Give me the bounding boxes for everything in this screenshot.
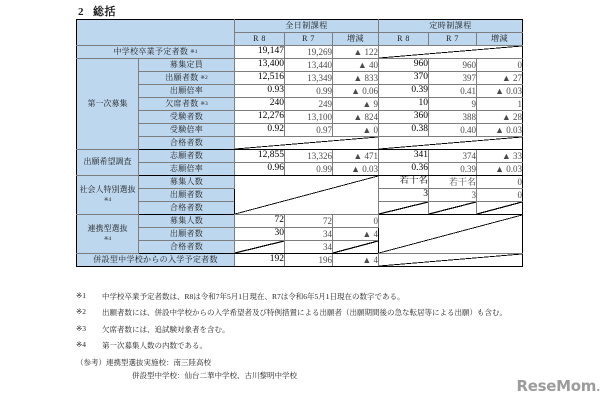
cell-fulltime-change-not-applicable (333, 241, 379, 254)
cell-fulltime-r7: 196 (285, 254, 333, 267)
cell-parttime-r7: 0.39 (429, 163, 477, 176)
footnote-item (76, 341, 546, 352)
cell-fulltime-r8: 12,855 (235, 150, 285, 163)
row-label-recruit-count: 募集人数 (139, 176, 235, 189)
table-row (77, 85, 523, 98)
cell-parttime-change: ▲ 28 (477, 111, 523, 124)
cell-parttime-r8: 0.36 (379, 163, 429, 176)
row-group-application-survey: 出願希望調査 (77, 150, 139, 176)
table-row (77, 163, 523, 176)
row-label-attached-junior-high: 併設型中学校からの入学予定者数 (77, 254, 235, 267)
cell-fulltime-r7: 0.99 (285, 85, 333, 98)
cell-fulltime-r7: 19,269 (285, 46, 333, 59)
cell-fulltime-r8-not-applicable (235, 241, 285, 254)
footnotes-block (76, 292, 546, 379)
row-label-application-ratio: 出願倍率 (139, 85, 235, 98)
cell-fulltime-r7: 249 (285, 98, 333, 111)
table-row (77, 72, 523, 85)
footnote-text: 第一次募集人数の内数である。 (102, 341, 207, 351)
cell-parttime-not-applicable (379, 215, 523, 254)
table-row (77, 46, 523, 59)
cell-parttime-change: ▲ 0.03 (477, 124, 523, 137)
footnote-item (76, 308, 546, 319)
table-body (77, 46, 523, 267)
cell-fulltime-not-applicable (235, 137, 379, 150)
cell-fulltime-change: 0 (333, 215, 379, 228)
table-row (77, 254, 523, 267)
cell-parttime-r7-not-applicable (429, 202, 477, 215)
footnote-text: 欠席者数には、追試験対象者を含む。 (102, 324, 230, 334)
cell-parttime-change-not-applicable (477, 202, 523, 215)
note-ref-4: ※4 (103, 197, 112, 204)
cell-parttime-r7: 397 (429, 72, 477, 85)
cell-parttime-r8: 0.38 (379, 124, 429, 137)
table-row (77, 215, 523, 228)
footnote-item (76, 325, 546, 336)
cell-parttime-r8: 360 (379, 111, 429, 124)
footnote-item (76, 292, 546, 303)
cell-fulltime-r8: 192 (235, 254, 285, 267)
cell-fulltime-change: ▲ 40 (333, 59, 379, 72)
cell-parttime-r7: 0.41 (429, 85, 477, 98)
cell-parttime-r7: 388 (429, 111, 477, 124)
cell-fulltime-r7: 0.97 (285, 124, 333, 137)
header-group-fulltime: 全日制課程 (235, 20, 379, 33)
note-ref-3: ※3 (200, 101, 208, 107)
cell-fulltime-r8: 12,276 (235, 111, 285, 124)
cell-fulltime-r8: 19,147 (235, 46, 285, 59)
table-row (77, 124, 523, 137)
note-ref-2: ※2 (200, 75, 208, 81)
row-label-examinees: 受験者数 (139, 111, 235, 124)
note-ref-4: ※4 (103, 236, 112, 243)
row-label-aspirant-ratio: 志願倍率 (139, 163, 235, 176)
cell-parttime-r8: 370 (379, 72, 429, 85)
cell-parttime-r7: 9 (429, 98, 477, 111)
cell-parttime-r7: 374 (429, 150, 477, 163)
page-title (78, 3, 116, 19)
cell-parttime-change: 1 (477, 98, 523, 111)
cell-fulltime-r7: 34 (285, 228, 333, 241)
cell-parttime-r8: 10 (379, 98, 429, 111)
cell-fulltime-change: ▲ 122 (333, 46, 379, 59)
row-group-first-recruitment: 第一次募集 (77, 59, 139, 150)
table-row (77, 59, 523, 72)
cell-parttime-change: 0 (477, 189, 523, 202)
cell-fulltime-change: ▲ 4 (333, 228, 379, 241)
table-row (77, 137, 523, 150)
header-fulltime-r7: R 7 (285, 33, 333, 46)
footnote-text: 出願者数には、併設中学校からの入学希望者及び特例措置による出願者（出願期間後の急な転居等による出願）も含む。 (102, 308, 507, 318)
header-fulltime-r8: R 8 (235, 33, 285, 46)
watermark-dot: . (596, 381, 600, 394)
row-label-graduates: 中学校卒業予定者数 ※1 (77, 46, 235, 59)
row-label-applicants: 出願者数 (139, 189, 235, 202)
row-group-adult-special: 社会人特別選抜 ※4 (77, 176, 139, 215)
header-fulltime-change: 増減 (333, 33, 379, 46)
reference-line-1 (76, 359, 546, 367)
watermark-text: ReseMom (516, 377, 597, 395)
title-number: 2 (78, 6, 84, 18)
cell-parttime-r8-not-applicable (379, 202, 429, 215)
cell-parttime-r7: 若干名 (429, 176, 477, 189)
footnote-marker: ※1 (76, 291, 87, 300)
reference-text-cooperative: 連携型選抜実施校：南三陸高校 (106, 358, 211, 367)
row-label-aspirants: 志願者数 (139, 150, 235, 163)
table-header (77, 20, 523, 46)
cell-fulltime-change: ▲ 833 (333, 72, 379, 85)
resemom-watermark (517, 377, 600, 395)
row-label-successful: 合格者数 (139, 137, 235, 150)
row-label-exam-ratio: 受験倍率 (139, 124, 235, 137)
reference-text-attached: 併設型中学校：仙台二華中学校、古川黎明中学校 (132, 370, 297, 380)
cell-parttime-change: ▲ 27 (477, 72, 523, 85)
cell-fulltime-r7: 34 (285, 241, 333, 254)
cell-fulltime-r7: 13,349 (285, 72, 333, 85)
header-parttime-change: 増減 (477, 33, 523, 46)
cell-fulltime-change: ▲ 4 (333, 254, 379, 267)
cell-fulltime-change: ▲ 824 (333, 111, 379, 124)
table-row (77, 176, 523, 189)
cell-fulltime-r8: 240 (235, 98, 285, 111)
title-text: 総括 (93, 6, 116, 18)
summary-table (76, 19, 523, 267)
reference-line-2 (132, 372, 546, 380)
footnote-text: 中学校卒業予定者数は、R8は令和7年5月1日現在、R7は令和6年5月1日現在の数字である。 (102, 292, 405, 301)
header-parttime-r7: R 7 (429, 33, 477, 46)
cell-fulltime-r8: 0.93 (235, 85, 285, 98)
cell-fulltime-change: ▲ 9 (333, 98, 379, 111)
note-ref-1: ※1 (190, 49, 198, 55)
cell-fulltime-r7: 13,326 (285, 150, 333, 163)
cell-fulltime-r7: 13,100 (285, 111, 333, 124)
cell-fulltime-r7: 72 (285, 215, 333, 228)
cell-parttime-r7: 3 (429, 189, 477, 202)
cell-fulltime-change: ▲ 471 (333, 150, 379, 163)
row-label-applicants: 出願者数 (139, 228, 235, 241)
cell-fulltime-r8: 0.92 (235, 124, 285, 137)
table-row (77, 98, 523, 111)
header-corner-cell (77, 20, 235, 46)
cell-fulltime-r8: 12,516 (235, 72, 285, 85)
summary-table-wrapper (76, 19, 523, 267)
cell-parttime-r8: 0.39 (379, 85, 429, 98)
cell-parttime-not-applicable (379, 46, 523, 59)
header-parttime-r8: R 8 (379, 33, 429, 46)
cell-fulltime-change: ▲ 0.03 (333, 163, 379, 176)
cell-parttime-r8: 若干名 (379, 176, 429, 189)
row-label-applicants: 出願者数 ※2 (139, 72, 235, 85)
header-row-course (77, 20, 523, 33)
cell-parttime-change: ▲ 33 (477, 150, 523, 163)
footnote-marker: ※3 (76, 323, 87, 333)
cell-parttime-not-applicable (379, 137, 523, 150)
cell-parttime-r7: 0.40 (429, 124, 477, 137)
cell-parttime-change: 0 (477, 59, 523, 72)
cell-parttime-r8: 3 (379, 189, 429, 202)
cell-fulltime-r7: 0.99 (285, 163, 333, 176)
cell-parttime-change: ▲ 0.03 (477, 85, 523, 98)
footnote-marker: ※2 (76, 307, 87, 317)
table-row (77, 111, 523, 124)
cell-parttime-change: 0 (477, 176, 523, 189)
row-label-quota: 募集定員 (139, 59, 235, 72)
cell-parttime-change: ▲ 0.03 (477, 163, 523, 176)
row-label-successful: 合格者数 (139, 202, 235, 215)
reference-marker: （参考） (76, 358, 106, 367)
row-label-absentees: 欠席者数 ※3 (139, 98, 235, 111)
table-row (77, 150, 523, 163)
cell-fulltime-r8: 72 (235, 215, 285, 228)
footnote-marker: ※4 (76, 340, 87, 350)
cell-fulltime-r8: 0.96 (235, 163, 285, 176)
cell-fulltime-change: ▲ 0 (333, 124, 379, 137)
header-group-parttime: 定時制課程 (379, 20, 523, 33)
cell-fulltime-r7: 13,440 (285, 59, 333, 72)
cell-fulltime-change: ▲ 0.06 (333, 85, 379, 98)
row-label-recruit-count: 募集人数 (139, 215, 235, 228)
row-label-successful: 合格者数 (139, 241, 235, 254)
cell-parttime-r7: 960 (429, 59, 477, 72)
cell-parttime-not-applicable (379, 254, 523, 267)
cell-parttime-r8: 341 (379, 150, 429, 163)
cell-fulltime-r8: 13,400 (235, 59, 285, 72)
cell-parttime-r8: 960 (379, 59, 429, 72)
row-group-cooperative: 連携型選抜 ※4 (77, 215, 139, 254)
cell-fulltime-not-applicable (235, 176, 379, 215)
cell-fulltime-r8: 30 (235, 228, 285, 241)
